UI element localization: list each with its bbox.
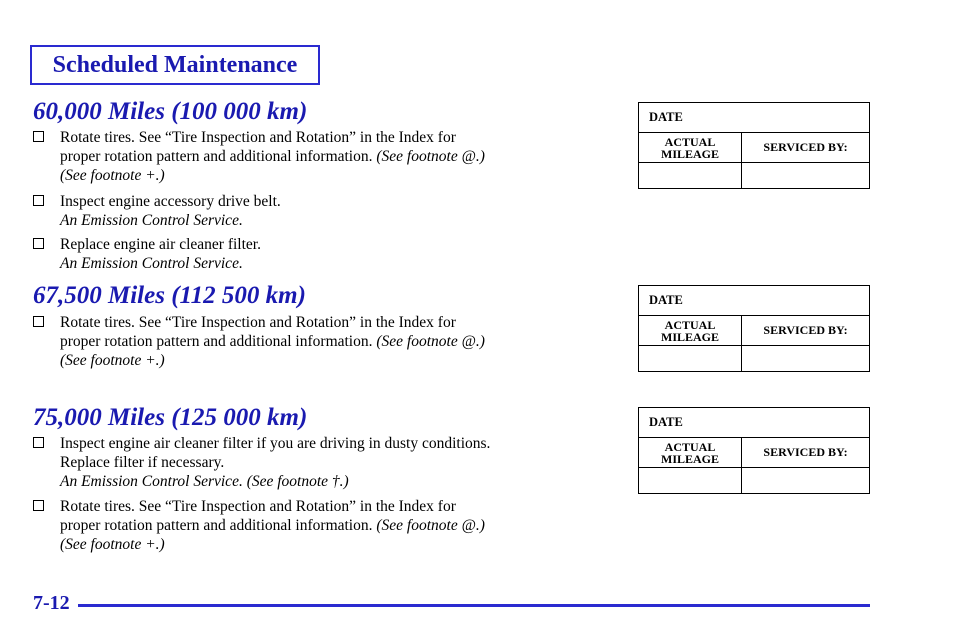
mileage-label: ACTUAL MILEAGE bbox=[639, 316, 742, 345]
item-text-line2: proper rotation pattern and additional information. bbox=[60, 517, 373, 534]
checkbox-icon[interactable] bbox=[33, 316, 44, 327]
item-text: Replace engine air cleaner filter. bbox=[60, 236, 261, 253]
chapter-title: Scheduled Maintenance bbox=[52, 51, 298, 78]
footnote-ref: (See footnote @.) bbox=[376, 148, 485, 165]
chapter-header-tab bbox=[30, 45, 320, 85]
checklist-item-drive-belt bbox=[33, 192, 563, 230]
service-record-table bbox=[638, 285, 870, 372]
date-label: DATE bbox=[649, 293, 683, 307]
footnote-ref: (See footnote @.) bbox=[376, 517, 485, 534]
footnote-ref: (See footnote +.) bbox=[60, 352, 165, 369]
emission-note: An Emission Control Service. (See footnote †.) bbox=[60, 473, 349, 490]
section-title-60000: 60,000 Miles (100 000 km) bbox=[33, 98, 308, 125]
footnote-ref: (See footnote +.) bbox=[60, 167, 165, 184]
emission-note: An Emission Control Service. bbox=[60, 212, 243, 229]
serviced-by-entry-cell[interactable] bbox=[742, 346, 869, 371]
checkbox-icon[interactable] bbox=[33, 195, 44, 206]
item-text: Rotate tires. See “Tire Inspection and Rotation” in the Index for bbox=[60, 129, 456, 146]
checklist-item-rotate-tires bbox=[33, 128, 563, 185]
checklist-item-air-filter bbox=[33, 235, 563, 273]
item-text: Rotate tires. See “Tire Inspection and Rotation” in the Index for bbox=[60, 314, 456, 331]
item-text-line2: proper rotation pattern and additional information. bbox=[60, 148, 373, 165]
date-label: DATE bbox=[649, 415, 683, 429]
checkbox-icon[interactable] bbox=[33, 131, 44, 142]
service-record-table bbox=[638, 407, 870, 494]
checklist-item-rotate-tires bbox=[33, 313, 563, 370]
footer-rule bbox=[78, 604, 870, 607]
checkbox-icon[interactable] bbox=[33, 500, 44, 511]
item-text: Inspect engine accessory drive belt. bbox=[60, 193, 281, 210]
serviced-by-entry-cell[interactable] bbox=[742, 468, 869, 493]
emission-note: An Emission Control Service. bbox=[60, 255, 243, 272]
mileage-label: ACTUAL MILEAGE bbox=[639, 133, 742, 162]
mileage-entry-cell[interactable] bbox=[639, 346, 742, 371]
date-cell[interactable] bbox=[639, 103, 869, 133]
serviced-by-label: SERVICED BY: bbox=[763, 445, 848, 459]
service-record-table bbox=[638, 102, 870, 189]
date-cell[interactable] bbox=[639, 286, 869, 316]
section-title-75000: 75,000 Miles (125 000 km) bbox=[33, 404, 308, 431]
mileage-entry-cell[interactable] bbox=[639, 163, 742, 188]
checkbox-icon[interactable] bbox=[33, 238, 44, 249]
date-cell[interactable] bbox=[639, 408, 869, 438]
serviced-by-label: SERVICED BY: bbox=[763, 323, 848, 337]
serviced-by-entry-cell[interactable] bbox=[742, 163, 869, 188]
date-label: DATE bbox=[649, 110, 683, 124]
footnote-ref: (See footnote @.) bbox=[376, 333, 485, 350]
serviced-by-label: SERVICED BY: bbox=[763, 140, 848, 154]
item-text-line2: proper rotation pattern and additional information. bbox=[60, 333, 373, 350]
item-text: Inspect engine air cleaner filter if you are driving in dusty conditions. bbox=[60, 435, 491, 452]
item-text: Rotate tires. See “Tire Inspection and Rotation” in the Index for bbox=[60, 498, 456, 515]
item-text-line2: Replace filter if necessary. bbox=[60, 454, 225, 471]
checklist-item-rotate-tires bbox=[33, 497, 563, 554]
checklist-item-inspect-air-filter bbox=[33, 434, 563, 491]
section-title-67500: 67,500 Miles (112 500 km) bbox=[33, 282, 306, 309]
mileage-label: ACTUAL MILEAGE bbox=[639, 438, 742, 467]
mileage-entry-cell[interactable] bbox=[639, 468, 742, 493]
page-number: 7-12 bbox=[33, 592, 70, 614]
footnote-ref: (See footnote +.) bbox=[60, 536, 165, 553]
checkbox-icon[interactable] bbox=[33, 437, 44, 448]
